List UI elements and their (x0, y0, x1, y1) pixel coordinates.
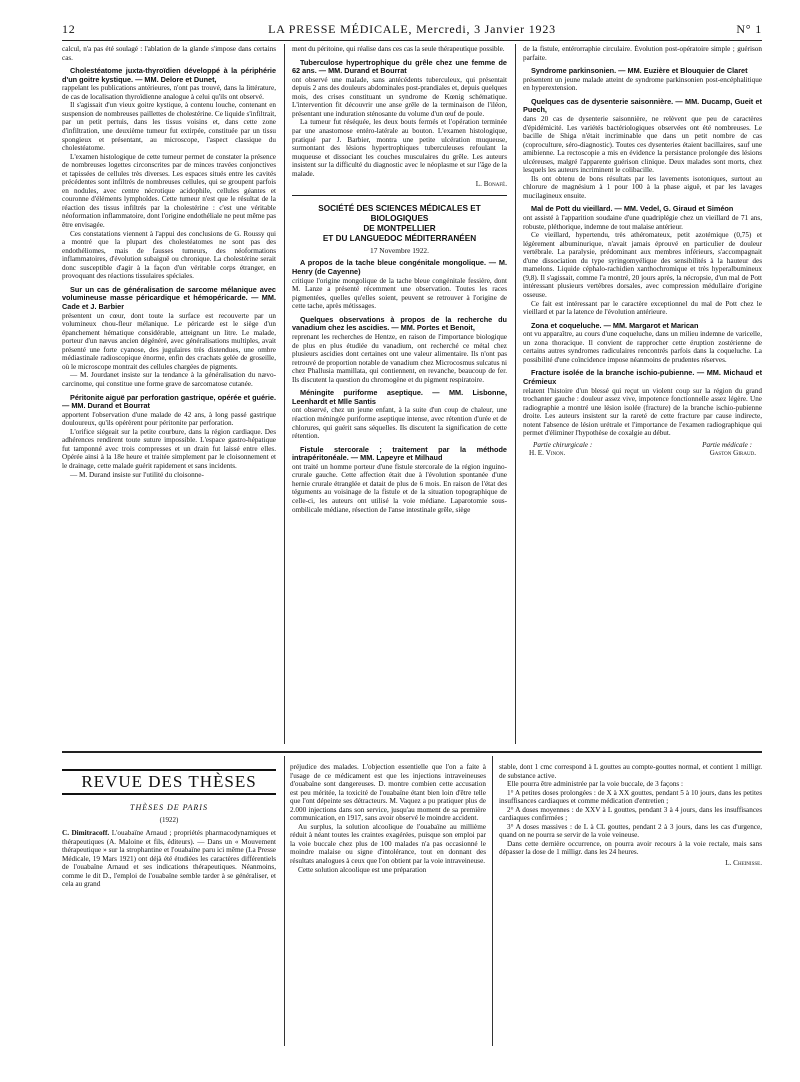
paragraph: L'examen histologique de cette tumeur permet de constater la présence de nombreuses logettes circonscrites par de minces travées conjonctives et tapissées de cellules très diverses. Les espaces situés entre les cavités précédentes sont infiltrés de nombreuses cellules, qui se groupent parfois en nodules, avec centre nécrotique acidophile, cellules géantes et couronne d'éléments lymphoïdes. Cette tumeur n'est que le résultat de la réaction des tissus infiltrés par la cholestérine : c'est une véritable néoformation inflammatoire, dont l'origine endothéliale ne peut même pas être envisagée. (62, 152, 276, 230)
section-divider (62, 751, 762, 753)
paragraph: ont observé, chez un jeune enfant, à la suite d'un coup de chaleur, une réaction méningée puriforme aseptique intense, avec rétention d'urée et de chlorures, qui guérit sans séquelles. Ils discutent la signification de cette rétention. (292, 406, 507, 441)
paragraph: Ce fait est intéressant par le caractère exceptionnel du mal de Pott chez le vieillard et par la latence de l'évolution antérieure. (523, 299, 762, 317)
paragraph: ment du péritoine, qui réalise dans ces cas la seule thérapeutique possible. (292, 45, 505, 53)
article-title: Quelques cas de dysenterie saisonnière. — MM. Ducamp, Gueit et Puech, (523, 96, 762, 115)
paragraph: de la fistule, entérorraphie circulaire. Évolution post-opératoire simple ; guérison parfaite. (523, 45, 762, 62)
society-title-line: ET DU LANGUEDOC MÉDITERRANÉEN (322, 233, 477, 243)
author-signature: L. Bonafé. (475, 180, 507, 189)
society-title-line: SOCIÉTÉ DES SCIENCES MÉDICALES ET BIOLOGIQUES (318, 203, 481, 223)
paragraph: La tumeur fut réséquée, les deux bouts fermés et l'opération terminée par une anastomose entéro-latérale au bouton. L'examen histologique, pratiqué par J. Barbier, montra une petite ulcération muqueuse, surmontant des lésions hypertrophiques tuberculeuses refoulant la muqueuse et dissociant les couches musculaires du grêle. Les auteurs insistent sur la difficulté du diagnostic avec le néoplasme et sur l'âge de la malade. (292, 118, 507, 178)
article-title: Méningite puriforme aseptique. — MM. Lisbonne, Leenhardt et Mlle Santis (292, 388, 507, 406)
paragraph: présentent un jeune malade atteint de syndrome parkinsonien post-encéphalitique en hyperextension. (523, 75, 762, 93)
session-date: 17 Novembre 1922. (370, 245, 429, 255)
paragraph: Au surplus, la solution alcoolique de l'ouabaïne au millième réduit à néant toutes les craintes exagérées, puisque son emploi par la voie buccale chez plus de 100 malades n'a pas occasionné le moindre malaise ou signe d'intolérance, tout en donnant des résultats analogues à ceux que l'on obtient par la voie intraveineuse. (290, 822, 486, 866)
column-divider-2 (515, 44, 516, 744)
thesis-author: C. Dimitracoff. (62, 829, 110, 838)
column-divider-3 (284, 756, 285, 1046)
article-title: Mal de Pott du vieillard. — MM. Vedel, G. Giraud et Siméon (531, 204, 734, 214)
column-2 (292, 45, 507, 745)
article-title: Quelques observations à propos de la recherche du vanadium chez les ascidies. — MM. Portes et Benoit, (292, 314, 507, 333)
paragraph: — M. Durand insiste sur l'utilité du cloisonne- (70, 470, 204, 479)
column-divider-4 (492, 756, 493, 1046)
signature-name-right: Gaston Giraud. (709, 449, 756, 458)
paragraph: apportent l'observation d'une malade de 42 ans, à long passé gastrique douloureux, qu'ils opérèrent pour péritonite par perforation. (62, 410, 276, 428)
paragraph: dans 20 cas de dysenterie saisonnière, ne relèvent que peu de caractères d'épidémicité. Les variétés bactériologiques observées ont été nombreuses. Le bacille de Shiga n'était incriminable que dans un petit nombre de cas (coproculture, séro-diagnostic). Toutes ces dysenteries étaient bacillaires, sauf une amibienne. La rectoscopie a mis en évidence la persistance prolongée des lésions ulcéreuses, malgré l'apparente guérison clinique. Deux malades sont morts, chez lesquels les auteurs incriminent le colibacille. (523, 114, 762, 175)
paragraph: L'orifice siégeait sur la petite courbure, dans la région cardiaque. Des adhérences rendirent toute suture impossible. L'espace gastro-hépatique fut tamponné avec trois compresses et un drain fut laissé entre elles. Opérée ainsi à la 18e heure et traitée simplement par le cloisonnement et le drainage, cette malade guérit rapidement et sans incidents. (62, 427, 276, 471)
paragraph: ont traité un homme porteur d'une fistule stercorale de la région inguino-crurale gauche. Cette affection était due à l'évolution spontanée d'une hernie crurale étranglée et datait de plus de 6 mois. En raison de l'état des téguments au voisinage de la fistule et de la situation topographique de celle-ci, les auteurs ont utilisé la voie médiane. Laparotomie sous-ombilicale médiane, résection de l'anse intestinale grêle, siège (292, 462, 507, 514)
paragraph: stable, dont 1 cmc correspond à L gouttes au compte-gouttes normal, et contient 1 milligr. de substance active. (499, 763, 762, 780)
article-title: Péritonite aiguë par perforation gastrique, opérée et guérie. — MM. Durand et Bourrat (62, 392, 276, 411)
issue-number: N° 1 (736, 22, 762, 36)
article-title: Tuberculose hypertrophique du grêle chez une femme de 62 ans. — MM. Durand et Bourrat (292, 57, 507, 76)
paragraph: — M. Jourdanet insiste sur la tendance à la généralisation du nævo-carcinome, qui constitue une forme grave de sarcomatose cutanée. (62, 371, 276, 389)
page-title: LA PRESSE MÉDICALE, Mercredi, 3 Janvier 1923 (268, 22, 556, 36)
column-1 (62, 45, 276, 745)
society-title-line: DE MONTPELLIER (363, 223, 436, 233)
revue-title: REVUE DES THÈSES (62, 769, 276, 795)
paragraph: Ces constatations viennent à l'appui des conclusions de G. Roussy qui a montré que la plupart des cholestéatomes ne sont pas des endothéliomes, mais de fausses tumeurs, des néoformations inflammatoires, d'évolution subaiguë ou chronique. La cholestérine serait donc susceptible d'agir à la façon d'un véritable corps étranger, en provoquant des réactions tissulaires spéciales. (62, 229, 276, 281)
paragraph: relatent l'histoire d'un blessé qui reçut un violent coup sur la région du grand trochanter gauche : douleur assez vive, impotence fonctionnelle assez légère. Une radiographie a montré une lésion isolée (fracture) de la branche ischio-pubienne droite. Les auteurs insistent sur la rareté de cette fracture par cause indirecte, notent l'absence de lésion urétrale et l'importance de l'examen radiographique qui permet d'éliminer l'hypothèse de coxalgie au début. (523, 386, 762, 438)
paragraph: Il s'agissait d'un vieux goitre kystique, à contenu louche, contenant en suspension de nombreuses paillettes de cholestérine. Ce liquide s'infiltrait, par un petit pertuis, dans les tissus voisins et, dans cette zone d'infiltration, une deuxième tumeur fut extirpée, constituée par un tissu spongieux et présentant, au microscope, l'aspect classique du cholestéatome. (62, 101, 276, 153)
paragraph: rappelant les publications antérieures, n'ont pas trouvé, dans la littérature, de cas de localisation thyroïdienne analogue à celui qu'ils ont observé. (62, 84, 276, 101)
paragraph: 3° A doses massives : de L à CL gouttes, pendant 2 à 3 jours, dans les cas d'urgence, quand on ne pourra se servir de la voie veineuse. (499, 822, 762, 840)
thesis-text: L'ouabaïne Arnaud ; propriétés pharmacodynamiques et thérapeutiques (A. Maloine et fils, éditeurs). — Dans un « Mouvement thérapeutique » sur la strophantine et l'ouabaïne paru ici même (La Presse Médicale, 19 Mars 1921) ont déjà été étudiées les caractères différentiels de l'ouabaïne Arnaud et ses indications thérapeutiques. Néanmoins, comme le dit D., l'emploi de l'ouabaïne semble tarder à se généraliser, et cela au grand (62, 829, 276, 889)
article-title: Cholestéatome juxta-thyroïdien développé à la périphérie d'un goitre kystique. — MM. Delore et Dunet, (62, 66, 276, 84)
article-title: Fistule stercorale ; traitement par la méthode intrapéritonéale. — MM. Lapeyre et Milhaud (292, 444, 507, 463)
paragraph: Elle pourra être administrée par la voie buccale, de 3 façons : (507, 780, 684, 789)
section-rule (292, 195, 507, 196)
society-title (292, 204, 507, 244)
paragraph: ont vu apparaître, au cours d'une coqueluche, dans un milieu indemne de varicelle, un zona thoracique. Il convient de rapprocher cette éruption zostérienne de certains autres syndromes radiculaires rencontrés parfois dans la coqueluche. La possibilité d'une coïncidence impose néanmoins de prudentes réserves. (523, 330, 762, 364)
paragraph: critique l'origine mongolique de la tache bleue congénitale fessière, dont M. Lanze a présenté récemment une observation. Toutes les races pigmentées, quelles qu'elles soient, peuvent se retrouver à l'origine de cette tache, après métissages. (292, 276, 507, 311)
header-rule (62, 40, 762, 41)
revue-column-2 (290, 763, 486, 1050)
paragraph: ont assisté à l'apparition soudaine d'une quadriplégie chez un vieillard de 71 ans, robuste, pléthorique, indemne de tout malaise antérieur. (523, 214, 762, 231)
theses-year: (1922) (159, 815, 179, 824)
paragraph: Ce vieillard, hypertendu, très athéromateux, petit azotémique (0,75) et légèrement albuminurique, n'avait jamais éprouvé en particulier de douleur vertébrale. La paralysie, prédominant aux membres inférieurs, s'accompagnait d'une dissociation du type syringomyélique des sensibilités à la hauteur des mamelons. Liquide céphalo-rachidien xanthochromique et très hyperalbumineux (9,8). Il s'agissait, comme l'a montré, 20 jours après, la nécropsie, d'un mal de Pott intéressant plusieurs vertèbres dorsales, avec compression médullaire d'origine osseuse. (523, 231, 762, 299)
revue-column-1 (62, 800, 276, 1050)
article-title: A propos de la tache bleue congénitale mongolique. — M. Henry (de Cayenne) (292, 258, 507, 276)
paragraph: présentent un cœur, dont toute la surface est recouverte par un volumineux chou-fleur mélanique. Le péricarde est le siège d'un épanchement hématique considérable, atteignant un litre. Le malade, porteur d'un nævus ancien dégénéré, avec généralisations multiples, avait présenté une forte cyanose, des jugulaires très distendues, une ombre médiastinale radioscopique énorme, enfin des crachats gelée de groseille, où le microscope montrait des cellules chargées de pigments. (62, 311, 276, 371)
signature-name-left: H. E. Vinon. (529, 449, 566, 458)
page-header (62, 22, 762, 38)
signature-labels (523, 441, 762, 450)
revue-column-3 (499, 763, 762, 1050)
paragraph: Cette solution alcoolique est une préparation (298, 865, 427, 874)
page-number: 12 (62, 22, 76, 36)
paragraph: calcul, n'a pas été soulagé : l'ablation de la glande s'impose dans certains cas. (62, 45, 276, 62)
article-title: Sur un cas de généralisation de sarcome mélanique avec volumineuse masse péricardique et hémopéricarde. — MM. Cade et J. Barbier (62, 284, 276, 312)
article-title: Fracture isolée de la branche ischio-pubienne. — MM. Michaud et Crémieux (523, 368, 762, 386)
signature-label-left: Partie chirurgicale : (533, 440, 593, 449)
paragraph: 2° A doses moyennes : de XXV à L gouttes, pendant 3 à 4 jours, dans les insuffisances cardiaques confirmées ; (499, 805, 762, 823)
article-title: Zona et coqueluche. — MM. Margarot et Marican (531, 320, 699, 330)
author-signature: L. Cheinisse. (725, 859, 762, 868)
column-divider-1 (284, 44, 285, 744)
paragraph (62, 829, 276, 889)
signature-label-right: Partie médicale : (702, 440, 752, 449)
signature-names (523, 449, 762, 458)
paragraph: Ils ont obtenu de bons résultats par les lavements isotoniques, surtout au chlorure de magnésium à 1 pour 100 à la phase aiguë, et par les lavages mucilagineux ensuite. (523, 174, 762, 200)
paragraph: préjudice des malades. L'objection essentielle que l'on a faite à l'usage de ce médicament est que les injections intraveineuses d'ouabaïne sont dangereuses. D. montre combien cette accusation est peu méritée, la toxicité de l'ouabaïne étant bien loin d'être telle que l'ont dépeinte ses détracteurs. M. Vaquez a pu pratiquer plus de 2.000 injections dans son service, jusqu'au moment de sa première communication, en 1917, sans avoir observé le moindre accident. (290, 763, 486, 823)
paragraph: reprenant les recherches de Hentze, en raison de l'importance biologique de plus en plus étudiée du vanadium, ont recherché ce métal chez plusieurs ascidies dont certaines ont une valeur alimentaire. Ils n'ont pas retrouvé de proportion notable de vanadium chez Microcosmus sulcatus ni chez Phallusia mamillata, qui contiennent, en revanche, beaucoup de fer. Ils discutent la question du chromogène et du pigment respiratoire. (292, 332, 507, 384)
column-3 (523, 45, 762, 745)
theses-subtitle: THÈSES DE PARIS (130, 803, 208, 812)
paragraph: ont observé une malade, sans antécédents tuberculeux, qui présentait depuis 2 ans des douleurs abdominales post-prandiales et, depuis quelques mois, des crises constituant un syndrome de Kœnig schématique. L'intervention fit découvrir une anse grêle de la terminaison de l'iléon, présentant une induration sténosante du volume d'un œuf de poule. (292, 75, 507, 118)
paragraph: Dans cette dernière occurrence, on pourra avoir recours à la voie rectale, mais sans dépasser la dose de 1 milligr. dans les 24 heures. (499, 839, 762, 857)
article-title: Syndrome parkinsonien. — MM. Euzière et Blouquier de Claret (531, 66, 748, 76)
paragraph: 1° A petites doses prolongées : de X à XX gouttes, pendant 5 à 10 jours, dans les petites insuffisances cardiaques et comme médication d'entretien ; (499, 788, 762, 806)
